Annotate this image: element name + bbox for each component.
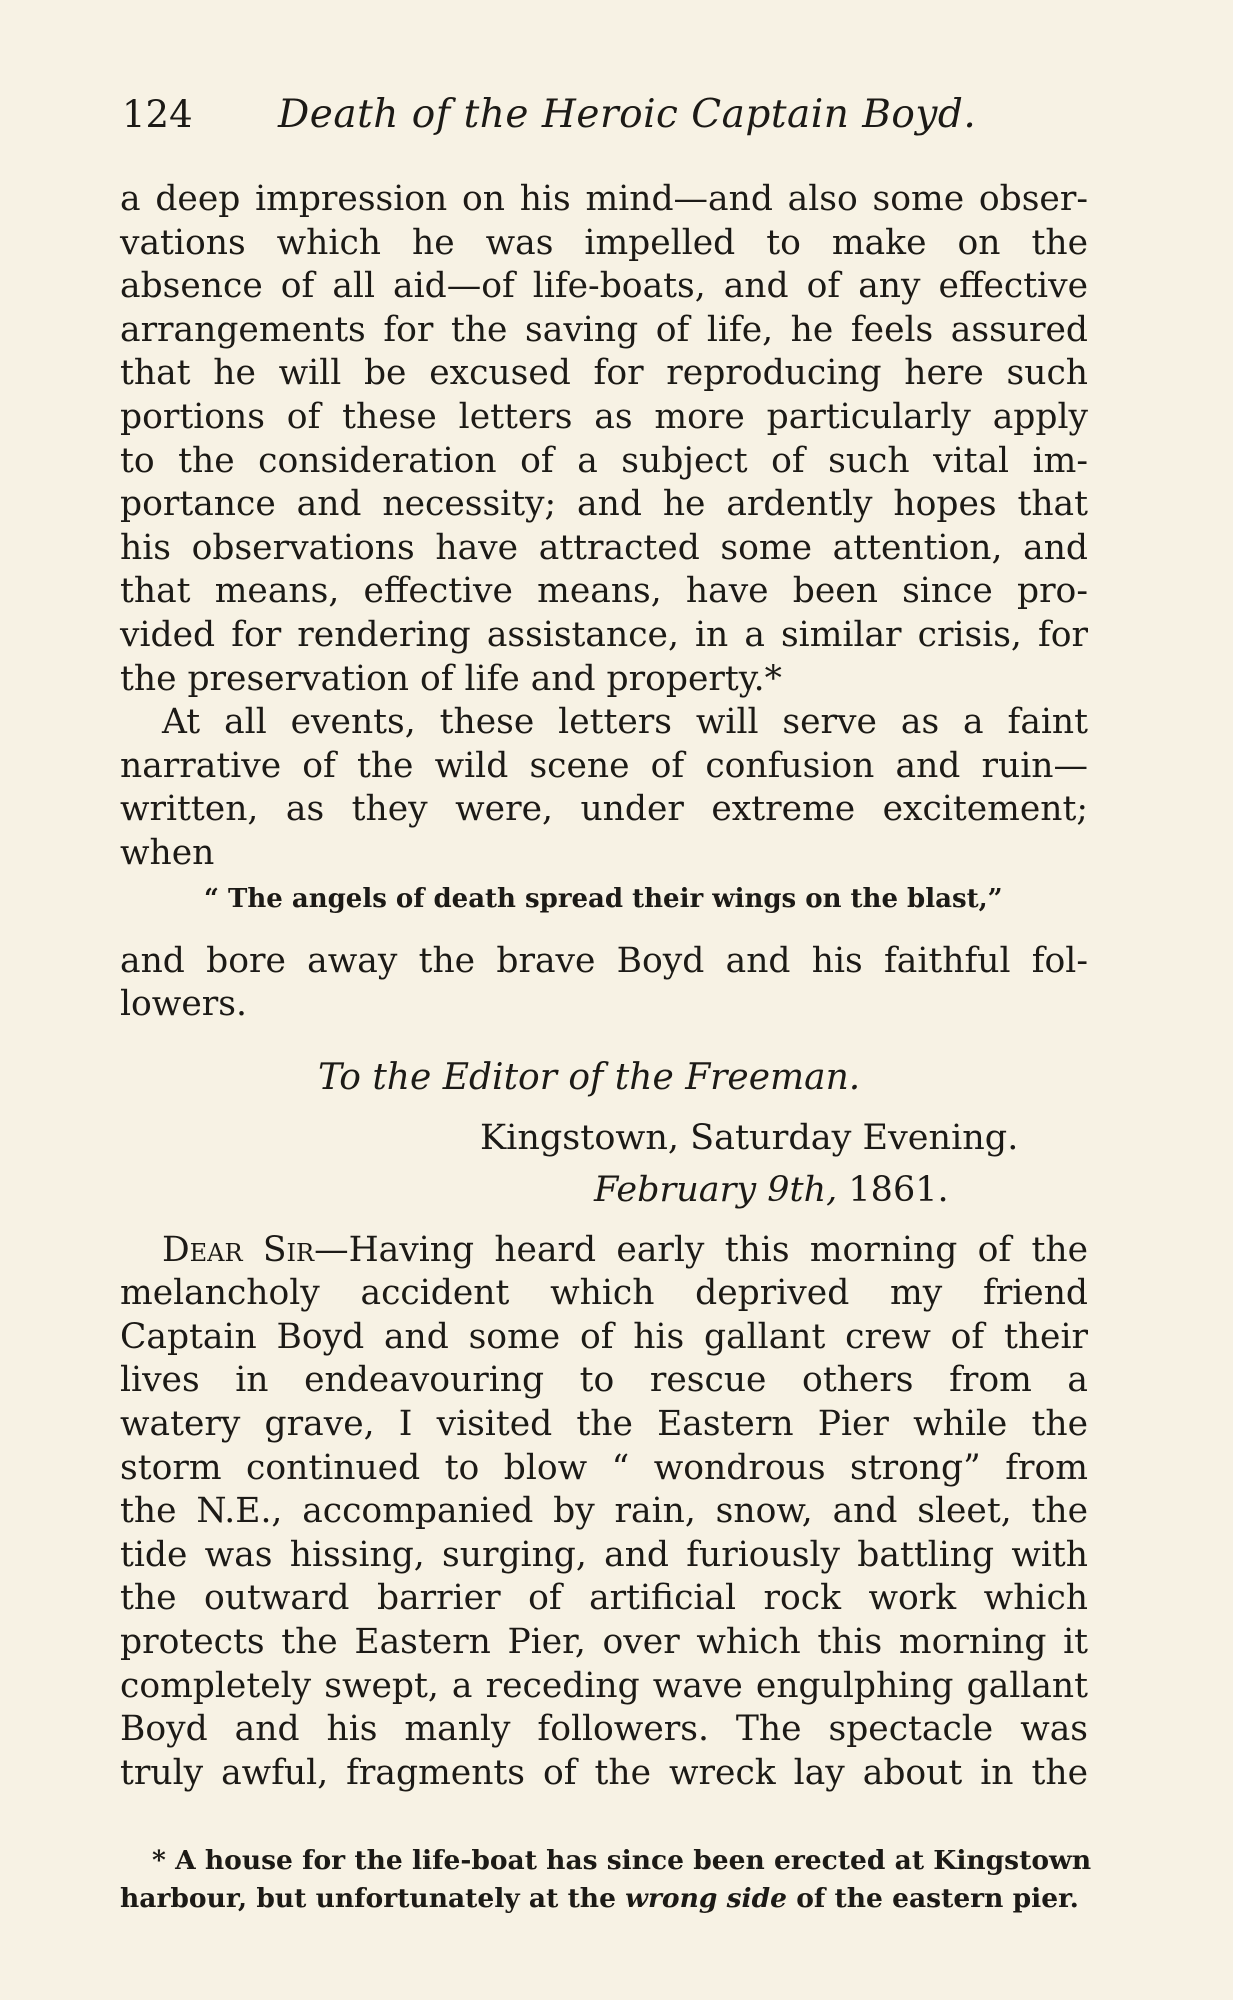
paragraph-3 (120, 940, 1088, 1027)
text-line: At all events, these letters will serve as a faint (162, 702, 1088, 743)
text-line (120, 1229, 1088, 1273)
text-line: the preservation of life and property.* (120, 658, 782, 699)
paragraph-2 (120, 701, 1088, 875)
footnote-emphasis: wrong side (625, 1883, 788, 1914)
text-line: lives in endeavouring to rescue others from a (120, 1360, 1088, 1401)
page-header (118, 88, 1118, 148)
footnote-text: harbour, but unfortunately at the (120, 1883, 626, 1914)
text-line: the outward barrier of artificial rock work which (120, 1578, 1088, 1619)
text-line: Boyd and his manly followers. The spectacle was (120, 1709, 1088, 1750)
footnote-line (120, 1880, 1088, 1918)
text-line: vided for rendering assistance, in a similar crisis, for (120, 614, 1088, 655)
text-line: storm continued to blow “ wondrous strong” from (120, 1447, 1088, 1488)
page-body (120, 178, 1088, 1795)
text-line: a deep impression on his mind—and also some obser- (120, 179, 1088, 219)
letter-date-month: February 9th, (594, 1169, 838, 1210)
text-line: protects the Eastern Pier, over which this morning it (120, 1622, 1088, 1663)
text-line: written, as they were, under extreme excitement; (120, 789, 1088, 830)
footnote-line: * A house for the life-boat has since been erected at Kingstown (152, 1845, 1092, 1876)
first-line-rest: —Having heard early this morning of the (314, 1229, 1088, 1270)
text-line: and bore away the brave Boyd and his faithful fol- (120, 940, 1088, 981)
page-number: 124 (122, 93, 193, 136)
letter-body (120, 1229, 1088, 1796)
letter-date (594, 1165, 1088, 1215)
text-line: vations which he was impelled to make on the (120, 222, 1088, 263)
text-line: absence of all aid—of life-boats, and of any effective (120, 266, 1088, 307)
letter-date-year: 1861. (848, 1169, 949, 1210)
text-line: portions of these letters as more particularly apply (120, 396, 1088, 437)
text-line: that he will be excused for reproducing here such (120, 353, 1088, 394)
text-line: truly awful, fragments of the wreck lay about in the (120, 1752, 1088, 1793)
text-line: watery grave, I visited the Eastern Pier while the (120, 1404, 1088, 1445)
paragraph-1 (120, 178, 1088, 701)
verse-quote: “ The angels of death spread their wings on the blast,” (204, 883, 1003, 914)
text-line: arrangements for the saving of life, he feels assured (120, 309, 1088, 350)
text-line: narrative of the wild scene of confusion and ruin— (120, 745, 1088, 786)
footnote-text: of the eastern pier. (787, 1883, 1079, 1914)
running-head: Death of the Heroic Captain Boyd. (278, 92, 977, 137)
text-line: tide was hissing, surging, and furiously battling with (120, 1534, 1088, 1575)
footnote (120, 1842, 1092, 1918)
text-line: Captain Boyd and some of his gallant crew of their (120, 1316, 1088, 1357)
text-line: lowers. (120, 984, 247, 1025)
text-line: that means, effective means, have been since pro- (120, 571, 1088, 612)
letter-heading: To the Editor of the Freeman. (318, 1056, 861, 1098)
text-line: to the consideration of a subject of such vital im- (120, 440, 1088, 481)
text-line: completely swept, a receding wave engulphing gallant (120, 1665, 1088, 1706)
salutation: Dear Sir (162, 1229, 315, 1270)
text-line: his observations have attracted some attention, and (120, 527, 1088, 568)
text-line: melancholy accident which deprived my friend (120, 1273, 1088, 1314)
text-line: portance and necessity; and he ardently hopes that (120, 484, 1088, 525)
text-line: the N.E., accompanied by rain, snow, and sleet, the (120, 1491, 1088, 1532)
letter-place: Kingstown, Saturday Evening. (480, 1117, 1019, 1158)
text-line: when (120, 832, 215, 873)
